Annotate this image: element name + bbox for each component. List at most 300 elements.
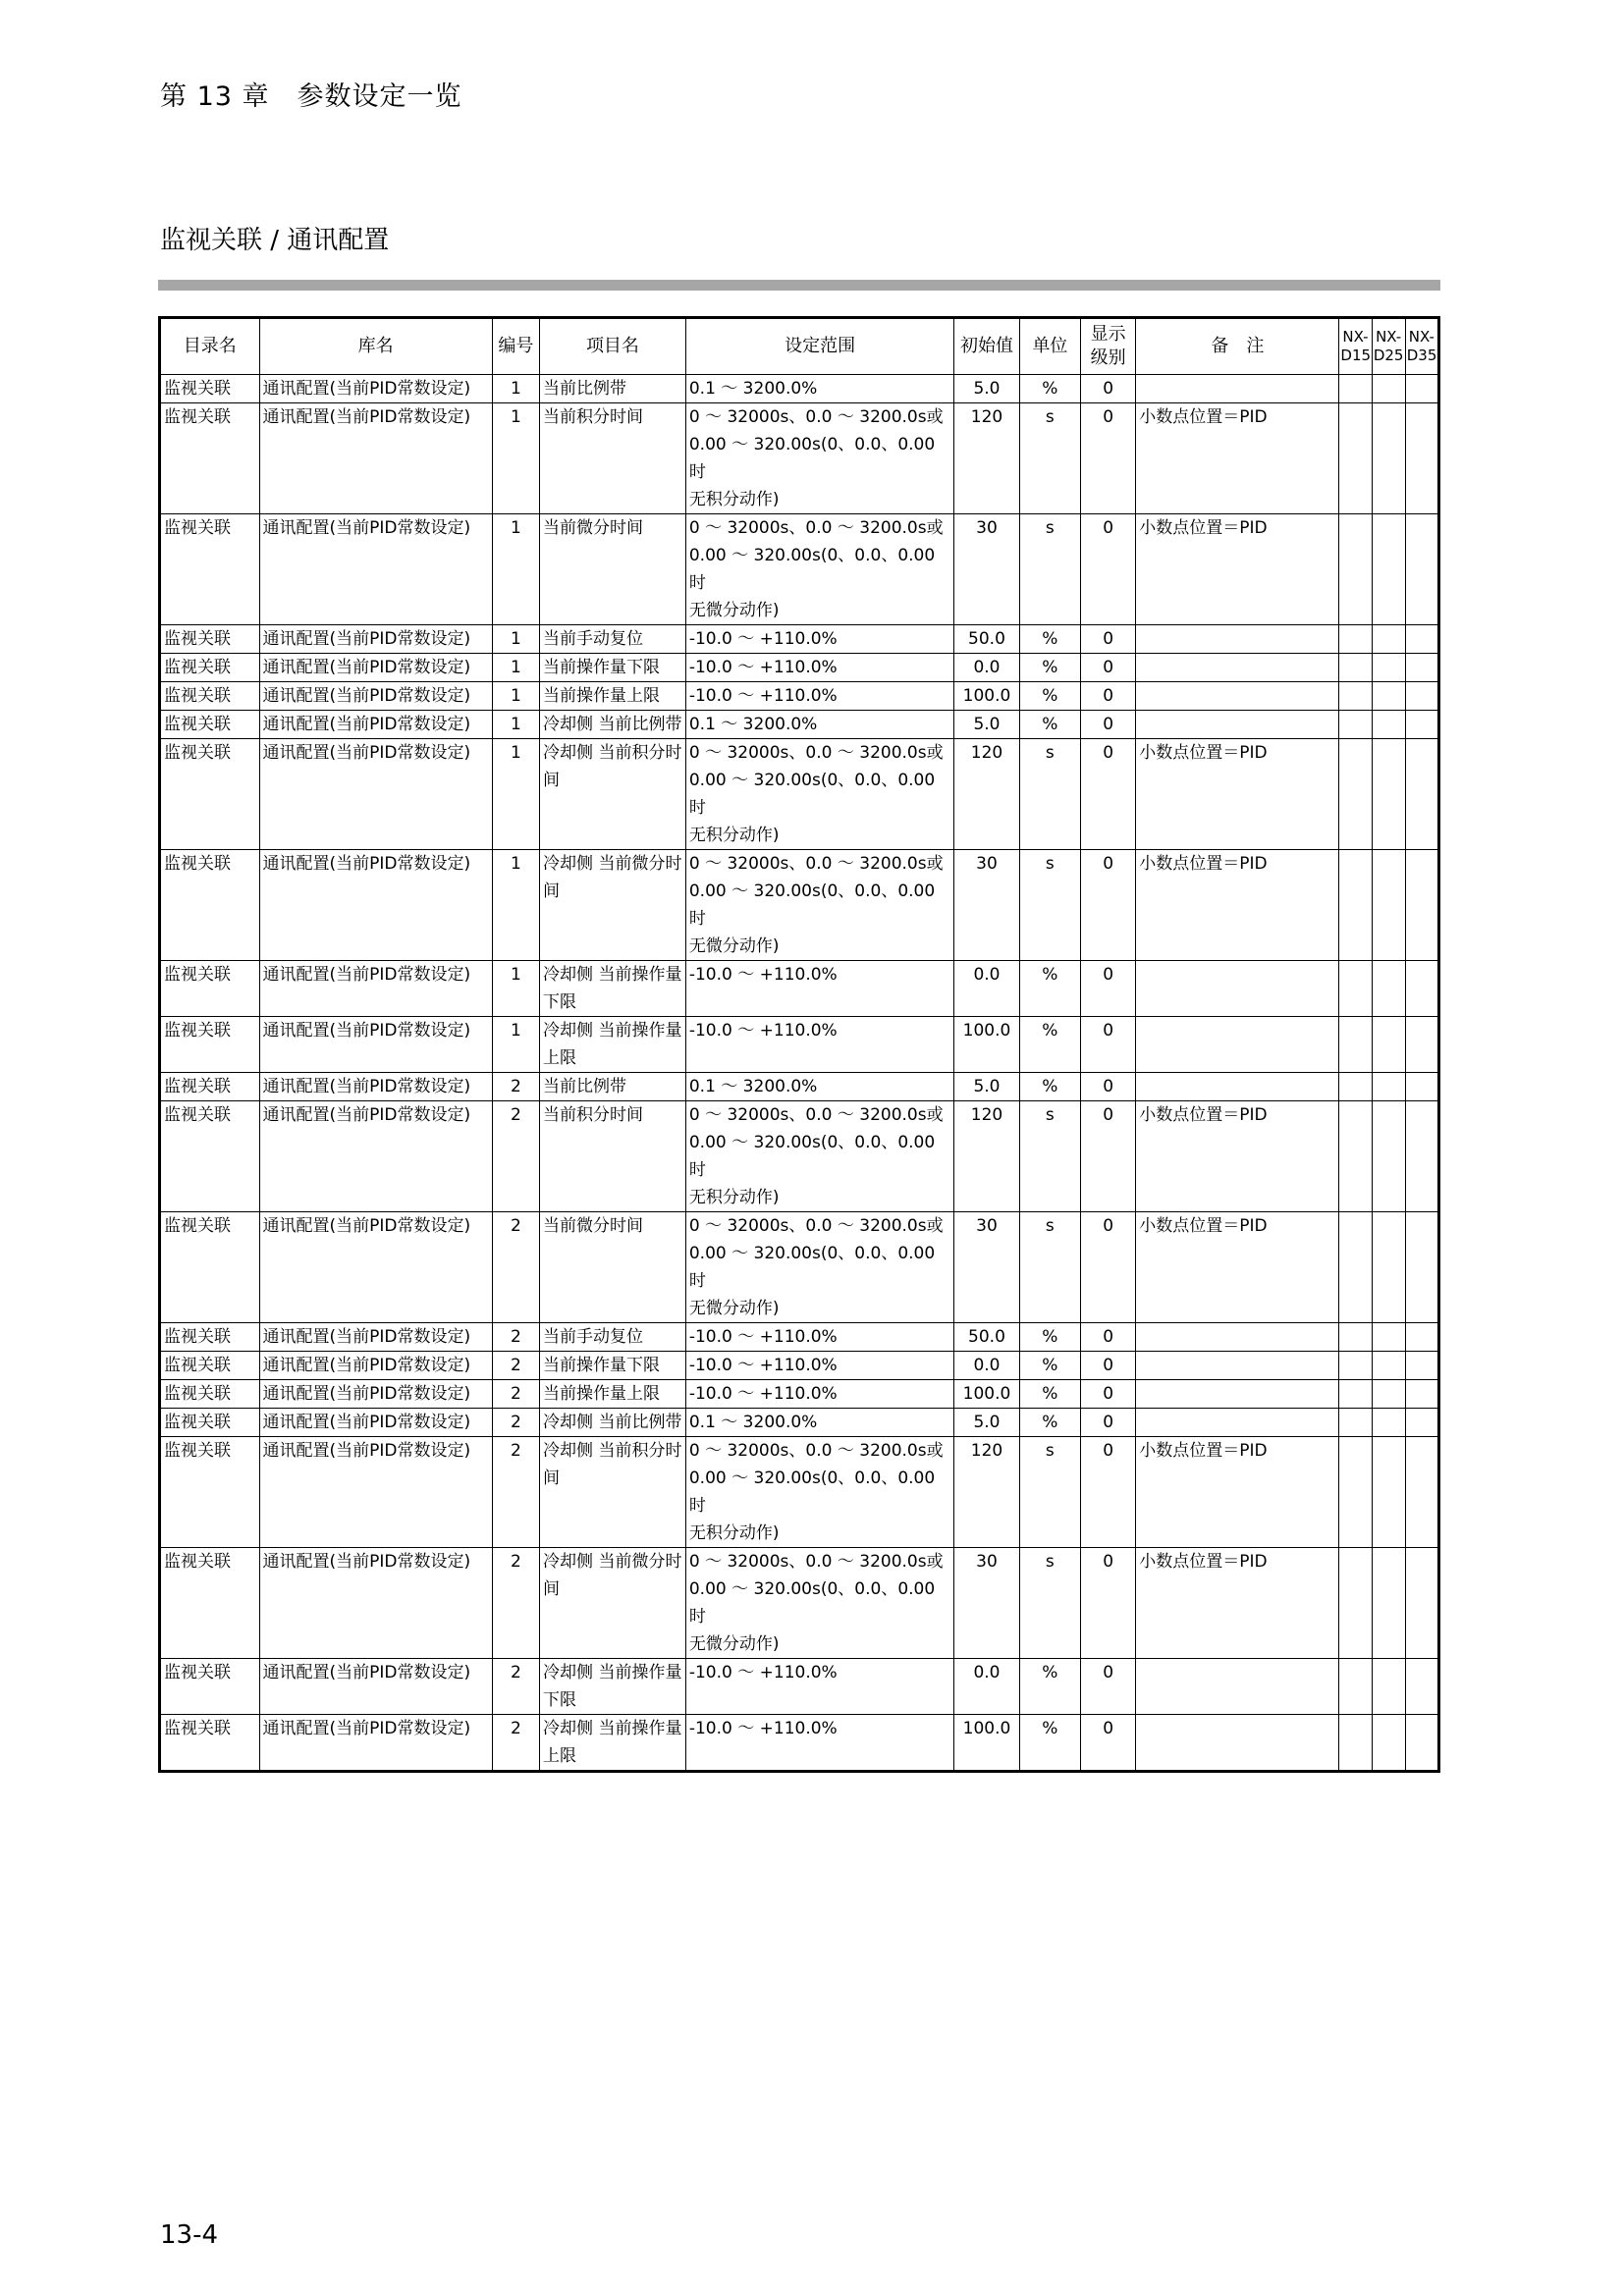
cell-range: -10.0 ～ +110.0% (685, 1380, 953, 1409)
table-row (160, 739, 1439, 850)
cell-library: 通讯配置(当前PID常数设定) (259, 1101, 492, 1212)
cell-display-level: 0 (1080, 1073, 1135, 1101)
section-title: 监视关联 / 通讯配置 (160, 226, 390, 255)
cell-initial: 120 (954, 1101, 1019, 1212)
col-header-number: 编号 (492, 318, 539, 375)
cell-number: 2 (492, 1437, 539, 1548)
cell-nx-d15 (1339, 850, 1372, 961)
cell-library: 通讯配置(当前PID常数设定) (259, 1715, 492, 1772)
cell-library: 通讯配置(当前PID常数设定) (259, 514, 492, 625)
cell-display-level: 0 (1080, 711, 1135, 739)
table-row (160, 682, 1439, 711)
cell-nx-d35 (1405, 961, 1438, 1017)
cell-nx-d25 (1372, 1437, 1405, 1548)
cell-nx-d15 (1339, 739, 1372, 850)
cell-remark (1136, 654, 1339, 682)
cell-range: 0 ～ 32000s、0.0 ～ 3200.0s或 0.00 ～ 320.00s(0、0.0、0.00时 无积分动作) (685, 1101, 953, 1212)
table-row (160, 1073, 1439, 1101)
cell-unit: s (1019, 1548, 1080, 1659)
table-row (160, 711, 1439, 739)
cell-remark (1136, 682, 1339, 711)
cell-catalog: 监视关联 (160, 1323, 260, 1352)
cell-unit: % (1019, 1352, 1080, 1380)
cell-item: 当前操作量下限 (540, 1352, 686, 1380)
cell-initial: 0.0 (954, 1352, 1019, 1380)
cell-nx-d35 (1405, 1659, 1438, 1715)
cell-nx-d25 (1372, 514, 1405, 625)
cell-nx-d25 (1372, 1715, 1405, 1772)
cell-catalog: 监视关联 (160, 739, 260, 850)
cell-display-level: 0 (1080, 1409, 1135, 1437)
cell-library: 通讯配置(当前PID常数设定) (259, 1352, 492, 1380)
cell-range: -10.0 ～ +110.0% (685, 961, 953, 1017)
cell-range: -10.0 ～ +110.0% (685, 1323, 953, 1352)
table-row (160, 1409, 1439, 1437)
cell-catalog: 监视关联 (160, 1017, 260, 1073)
cell-remark: 小数点位置＝PID (1136, 739, 1339, 850)
table-row (160, 1715, 1439, 1772)
cell-library: 通讯配置(当前PID常数设定) (259, 711, 492, 739)
cell-library: 通讯配置(当前PID常数设定) (259, 1380, 492, 1409)
cell-nx-d15 (1339, 1380, 1372, 1409)
cell-remark (1136, 375, 1339, 403)
cell-nx-d25 (1372, 625, 1405, 654)
col-header-range: 设定范围 (685, 318, 953, 375)
cell-range: 0 ～ 32000s、0.0 ～ 3200.0s或 0.00 ～ 320.00s(0、0.0、0.00时 无微分动作) (685, 850, 953, 961)
cell-initial: 30 (954, 850, 1019, 961)
cell-nx-d35 (1405, 1352, 1438, 1380)
cell-display-level: 0 (1080, 654, 1135, 682)
cell-initial: 5.0 (954, 1073, 1019, 1101)
cell-nx-d15 (1339, 654, 1372, 682)
table-row (160, 1101, 1439, 1212)
table-body (160, 375, 1439, 1772)
cell-unit: s (1019, 850, 1080, 961)
cell-nx-d25 (1372, 1101, 1405, 1212)
cell-number: 1 (492, 739, 539, 850)
cell-number: 2 (492, 1715, 539, 1772)
cell-catalog: 监视关联 (160, 403, 260, 514)
cell-nx-d35 (1405, 654, 1438, 682)
cell-remark (1136, 1380, 1339, 1409)
cell-library: 通讯配置(当前PID常数设定) (259, 403, 492, 514)
cell-nx-d15 (1339, 1548, 1372, 1659)
col-header-display-level: 显示级别 (1080, 318, 1135, 375)
cell-remark (1136, 1352, 1339, 1380)
cell-nx-d15 (1339, 682, 1372, 711)
cell-remark: 小数点位置＝PID (1136, 850, 1339, 961)
cell-catalog: 监视关联 (160, 850, 260, 961)
cell-display-level: 0 (1080, 739, 1135, 850)
table-row (160, 1323, 1439, 1352)
cell-item: 当前积分时间 (540, 1101, 686, 1212)
cell-catalog: 监视关联 (160, 375, 260, 403)
cell-range: 0 ～ 32000s、0.0 ～ 3200.0s或 0.00 ～ 320.00s(0、0.0、0.00时 无积分动作) (685, 403, 953, 514)
cell-nx-d35 (1405, 1212, 1438, 1323)
cell-nx-d15 (1339, 375, 1372, 403)
cell-item: 当前手动复位 (540, 1323, 686, 1352)
cell-nx-d35 (1405, 711, 1438, 739)
cell-range: 0.1 ～ 3200.0% (685, 1409, 953, 1437)
cell-catalog: 监视关联 (160, 1380, 260, 1409)
cell-item: 冷却侧 当前微分时间 (540, 1548, 686, 1659)
table-row (160, 654, 1439, 682)
cell-library: 通讯配置(当前PID常数设定) (259, 961, 492, 1017)
cell-remark: 小数点位置＝PID (1136, 1212, 1339, 1323)
cell-item: 冷却侧 当前操作量上限 (540, 1715, 686, 1772)
cell-library: 通讯配置(当前PID常数设定) (259, 850, 492, 961)
cell-catalog: 监视关联 (160, 682, 260, 711)
cell-nx-d25 (1372, 375, 1405, 403)
cell-unit: s (1019, 1101, 1080, 1212)
cell-unit: s (1019, 1437, 1080, 1548)
cell-item: 当前比例带 (540, 375, 686, 403)
cell-range: -10.0 ～ +110.0% (685, 1659, 953, 1715)
cell-unit: s (1019, 1212, 1080, 1323)
cell-item: 当前手动复位 (540, 625, 686, 654)
cell-nx-d15 (1339, 1715, 1372, 1772)
cell-initial: 50.0 (954, 1323, 1019, 1352)
parameter-table-wrapper (158, 316, 1440, 1773)
cell-initial: 100.0 (954, 1715, 1019, 1772)
cell-remark (1136, 961, 1339, 1017)
cell-display-level: 0 (1080, 1212, 1135, 1323)
table-row (160, 961, 1439, 1017)
cell-item: 当前微分时间 (540, 514, 686, 625)
cell-display-level: 0 (1080, 1659, 1135, 1715)
cell-item: 当前操作量下限 (540, 654, 686, 682)
cell-catalog: 监视关联 (160, 961, 260, 1017)
cell-item: 冷却侧 当前微分时间 (540, 850, 686, 961)
cell-display-level: 0 (1080, 1437, 1135, 1548)
cell-unit: % (1019, 1715, 1080, 1772)
cell-library: 通讯配置(当前PID常数设定) (259, 1212, 492, 1323)
cell-unit: % (1019, 1659, 1080, 1715)
cell-item: 冷却侧 当前积分时间 (540, 739, 686, 850)
table-row (160, 1659, 1439, 1715)
cell-number: 1 (492, 850, 539, 961)
col-header-catalog: 目录名 (160, 318, 260, 375)
cell-number: 1 (492, 375, 539, 403)
cell-nx-d35 (1405, 1409, 1438, 1437)
cell-number: 1 (492, 961, 539, 1017)
cell-number: 2 (492, 1352, 539, 1380)
col-header-initial: 初始值 (954, 318, 1019, 375)
cell-nx-d15 (1339, 625, 1372, 654)
cell-library: 通讯配置(当前PID常数设定) (259, 1323, 492, 1352)
cell-range: -10.0 ～ +110.0% (685, 1017, 953, 1073)
cell-nx-d35 (1405, 682, 1438, 711)
cell-nx-d15 (1339, 1409, 1372, 1437)
cell-nx-d25 (1372, 654, 1405, 682)
cell-nx-d35 (1405, 403, 1438, 514)
cell-range: 0.1 ～ 3200.0% (685, 1073, 953, 1101)
cell-display-level: 0 (1080, 625, 1135, 654)
cell-nx-d35 (1405, 1437, 1438, 1548)
cell-number: 1 (492, 514, 539, 625)
cell-catalog: 监视关联 (160, 1659, 260, 1715)
cell-display-level: 0 (1080, 1323, 1135, 1352)
cell-nx-d25 (1372, 1659, 1405, 1715)
cell-unit: s (1019, 739, 1080, 850)
cell-nx-d25 (1372, 1548, 1405, 1659)
cell-library: 通讯配置(当前PID常数设定) (259, 739, 492, 850)
cell-nx-d25 (1372, 850, 1405, 961)
cell-nx-d35 (1405, 1101, 1438, 1212)
cell-range: -10.0 ～ +110.0% (685, 1352, 953, 1380)
cell-remark (1136, 1715, 1339, 1772)
cell-nx-d35 (1405, 739, 1438, 850)
cell-library: 通讯配置(当前PID常数设定) (259, 682, 492, 711)
cell-range: 0 ～ 32000s、0.0 ～ 3200.0s或 0.00 ～ 320.00s(0、0.0、0.00时 无微分动作) (685, 514, 953, 625)
cell-range: 0 ～ 32000s、0.0 ～ 3200.0s或 0.00 ～ 320.00s(0、0.0、0.00时 无微分动作) (685, 1548, 953, 1659)
cell-initial: 120 (954, 1437, 1019, 1548)
cell-item: 冷却侧 当前操作量上限 (540, 1017, 686, 1073)
cell-nx-d15 (1339, 1323, 1372, 1352)
cell-nx-d15 (1339, 1437, 1372, 1548)
cell-nx-d35 (1405, 1380, 1438, 1409)
cell-initial: 120 (954, 739, 1019, 850)
cell-nx-d35 (1405, 1548, 1438, 1659)
cell-unit: % (1019, 682, 1080, 711)
table-row (160, 403, 1439, 514)
cell-nx-d25 (1372, 1073, 1405, 1101)
cell-unit: % (1019, 1323, 1080, 1352)
cell-unit: s (1019, 514, 1080, 625)
cell-unit: % (1019, 1409, 1080, 1437)
cell-initial: 30 (954, 1548, 1019, 1659)
cell-initial: 0.0 (954, 1659, 1019, 1715)
cell-nx-d35 (1405, 1017, 1438, 1073)
cell-number: 2 (492, 1073, 539, 1101)
cell-initial: 100.0 (954, 1017, 1019, 1073)
cell-number: 2 (492, 1323, 539, 1352)
col-header-item: 项目名 (540, 318, 686, 375)
cell-display-level: 0 (1080, 1101, 1135, 1212)
cell-range: -10.0 ～ +110.0% (685, 682, 953, 711)
cell-unit: s (1019, 403, 1080, 514)
cell-remark (1136, 1409, 1339, 1437)
cell-display-level: 0 (1080, 682, 1135, 711)
cell-nx-d25 (1372, 1352, 1405, 1380)
table-row (160, 1212, 1439, 1323)
table-row (160, 625, 1439, 654)
cell-library: 通讯配置(当前PID常数设定) (259, 1659, 492, 1715)
cell-nx-d25 (1372, 1380, 1405, 1409)
cell-number: 1 (492, 625, 539, 654)
cell-item: 当前微分时间 (540, 1212, 686, 1323)
cell-initial: 0.0 (954, 961, 1019, 1017)
cell-catalog: 监视关联 (160, 1437, 260, 1548)
cell-range: 0 ～ 32000s、0.0 ～ 3200.0s或 0.00 ～ 320.00s(0、0.0、0.00时 无积分动作) (685, 739, 953, 850)
cell-number: 2 (492, 1548, 539, 1659)
cell-item: 当前操作量上限 (540, 682, 686, 711)
cell-display-level: 0 (1080, 850, 1135, 961)
cell-catalog: 监视关联 (160, 1409, 260, 1437)
cell-library: 通讯配置(当前PID常数设定) (259, 1437, 492, 1548)
cell-remark: 小数点位置＝PID (1136, 403, 1339, 514)
col-header-nx-d15: NX-D15 (1339, 318, 1372, 375)
cell-catalog: 监视关联 (160, 514, 260, 625)
cell-catalog: 监视关联 (160, 654, 260, 682)
cell-library: 通讯配置(当前PID常数设定) (259, 1073, 492, 1101)
cell-remark (1136, 1017, 1339, 1073)
cell-library: 通讯配置(当前PID常数设定) (259, 375, 492, 403)
cell-number: 1 (492, 711, 539, 739)
cell-remark (1136, 711, 1339, 739)
cell-nx-d15 (1339, 711, 1372, 739)
table-header-row (160, 318, 1439, 375)
cell-item: 当前积分时间 (540, 403, 686, 514)
cell-unit: % (1019, 1017, 1080, 1073)
cell-display-level: 0 (1080, 1715, 1135, 1772)
cell-remark (1136, 1659, 1339, 1715)
cell-range: -10.0 ～ +110.0% (685, 1715, 953, 1772)
cell-number: 1 (492, 1017, 539, 1073)
cell-unit: % (1019, 1073, 1080, 1101)
cell-library: 通讯配置(当前PID常数设定) (259, 1548, 492, 1659)
cell-range: 0.1 ～ 3200.0% (685, 711, 953, 739)
cell-number: 2 (492, 1380, 539, 1409)
cell-unit: % (1019, 961, 1080, 1017)
col-header-library: 库名 (259, 318, 492, 375)
cell-nx-d15 (1339, 514, 1372, 625)
cell-nx-d35 (1405, 514, 1438, 625)
cell-number: 1 (492, 403, 539, 514)
cell-range: 0 ～ 32000s、0.0 ～ 3200.0s或 0.00 ～ 320.00s(0、0.0、0.00时 无微分动作) (685, 1212, 953, 1323)
cell-nx-d35 (1405, 1323, 1438, 1352)
cell-unit: % (1019, 711, 1080, 739)
table-row (160, 850, 1439, 961)
table-row (160, 1548, 1439, 1659)
table-row (160, 375, 1439, 403)
cell-item: 冷却侧 当前比例带 (540, 1409, 686, 1437)
col-header-nx-d25: NX-D25 (1372, 318, 1405, 375)
cell-nx-d25 (1372, 711, 1405, 739)
cell-initial: 100.0 (954, 682, 1019, 711)
cell-initial: 0.0 (954, 654, 1019, 682)
cell-initial: 100.0 (954, 1380, 1019, 1409)
cell-nx-d25 (1372, 1017, 1405, 1073)
cell-item: 冷却侧 当前操作量下限 (540, 1659, 686, 1715)
cell-display-level: 0 (1080, 1352, 1135, 1380)
cell-number: 2 (492, 1409, 539, 1437)
cell-library: 通讯配置(当前PID常数设定) (259, 654, 492, 682)
cell-initial: 5.0 (954, 375, 1019, 403)
cell-initial: 5.0 (954, 711, 1019, 739)
cell-catalog: 监视关联 (160, 1073, 260, 1101)
cell-initial: 5.0 (954, 1409, 1019, 1437)
cell-range: -10.0 ～ +110.0% (685, 654, 953, 682)
cell-initial: 50.0 (954, 625, 1019, 654)
cell-nx-d15 (1339, 1017, 1372, 1073)
cell-nx-d25 (1372, 1409, 1405, 1437)
page-number: 13-4 (160, 2220, 219, 2250)
cell-number: 2 (492, 1101, 539, 1212)
col-header-remark: 备 注 (1136, 318, 1339, 375)
cell-library: 通讯配置(当前PID常数设定) (259, 1409, 492, 1437)
cell-remark: 小数点位置＝PID (1136, 1548, 1339, 1659)
cell-nx-d25 (1372, 682, 1405, 711)
section-divider (158, 280, 1440, 291)
cell-range: 0 ～ 32000s、0.0 ～ 3200.0s或 0.00 ～ 320.00s(0、0.0、0.00时 无积分动作) (685, 1437, 953, 1548)
cell-catalog: 监视关联 (160, 1352, 260, 1380)
cell-display-level: 0 (1080, 514, 1135, 625)
cell-nx-d35 (1405, 850, 1438, 961)
cell-catalog: 监视关联 (160, 1715, 260, 1772)
table-row (160, 1380, 1439, 1409)
cell-remark: 小数点位置＝PID (1136, 1437, 1339, 1548)
table-row (160, 1352, 1439, 1380)
cell-display-level: 0 (1080, 375, 1135, 403)
cell-item: 冷却侧 当前操作量下限 (540, 961, 686, 1017)
cell-nx-d15 (1339, 1073, 1372, 1101)
cell-remark (1136, 625, 1339, 654)
cell-range: -10.0 ～ +110.0% (685, 625, 953, 654)
cell-nx-d25 (1372, 403, 1405, 514)
cell-nx-d15 (1339, 1101, 1372, 1212)
cell-library: 通讯配置(当前PID常数设定) (259, 1017, 492, 1073)
table-row (160, 1017, 1439, 1073)
cell-remark (1136, 1073, 1339, 1101)
table-row (160, 1437, 1439, 1548)
cell-remark: 小数点位置＝PID (1136, 514, 1339, 625)
cell-display-level: 0 (1080, 1548, 1135, 1659)
chapter-title: 第 13 章 参数设定一览 (160, 81, 462, 112)
cell-unit: % (1019, 625, 1080, 654)
cell-remark: 小数点位置＝PID (1136, 1101, 1339, 1212)
cell-nx-d15 (1339, 1212, 1372, 1323)
cell-number: 1 (492, 682, 539, 711)
cell-library: 通讯配置(当前PID常数设定) (259, 625, 492, 654)
cell-catalog: 监视关联 (160, 1212, 260, 1323)
cell-nx-d25 (1372, 1212, 1405, 1323)
cell-item: 冷却侧 当前比例带 (540, 711, 686, 739)
col-header-unit: 单位 (1019, 318, 1080, 375)
cell-nx-d25 (1372, 961, 1405, 1017)
cell-remark (1136, 1323, 1339, 1352)
table-row (160, 514, 1439, 625)
cell-display-level: 0 (1080, 961, 1135, 1017)
cell-nx-d15 (1339, 961, 1372, 1017)
cell-catalog: 监视关联 (160, 1101, 260, 1212)
cell-display-level: 0 (1080, 403, 1135, 514)
cell-nx-d25 (1372, 739, 1405, 850)
cell-nx-d15 (1339, 1352, 1372, 1380)
cell-nx-d15 (1339, 1659, 1372, 1715)
cell-item: 当前操作量上限 (540, 1380, 686, 1409)
cell-nx-d25 (1372, 1323, 1405, 1352)
cell-nx-d35 (1405, 375, 1438, 403)
cell-catalog: 监视关联 (160, 625, 260, 654)
cell-item: 当前比例带 (540, 1073, 686, 1101)
cell-unit: % (1019, 375, 1080, 403)
cell-nx-d35 (1405, 1073, 1438, 1101)
cell-initial: 30 (954, 1212, 1019, 1323)
cell-display-level: 0 (1080, 1017, 1135, 1073)
col-header-nx-d35: NX-D35 (1405, 318, 1438, 375)
cell-catalog: 监视关联 (160, 1548, 260, 1659)
cell-initial: 120 (954, 403, 1019, 514)
parameter-table (158, 316, 1440, 1773)
cell-number: 2 (492, 1212, 539, 1323)
cell-catalog: 监视关联 (160, 711, 260, 739)
cell-nx-d35 (1405, 625, 1438, 654)
cell-nx-d35 (1405, 1715, 1438, 1772)
cell-number: 1 (492, 654, 539, 682)
cell-range: 0.1 ～ 3200.0% (685, 375, 953, 403)
cell-unit: % (1019, 1380, 1080, 1409)
